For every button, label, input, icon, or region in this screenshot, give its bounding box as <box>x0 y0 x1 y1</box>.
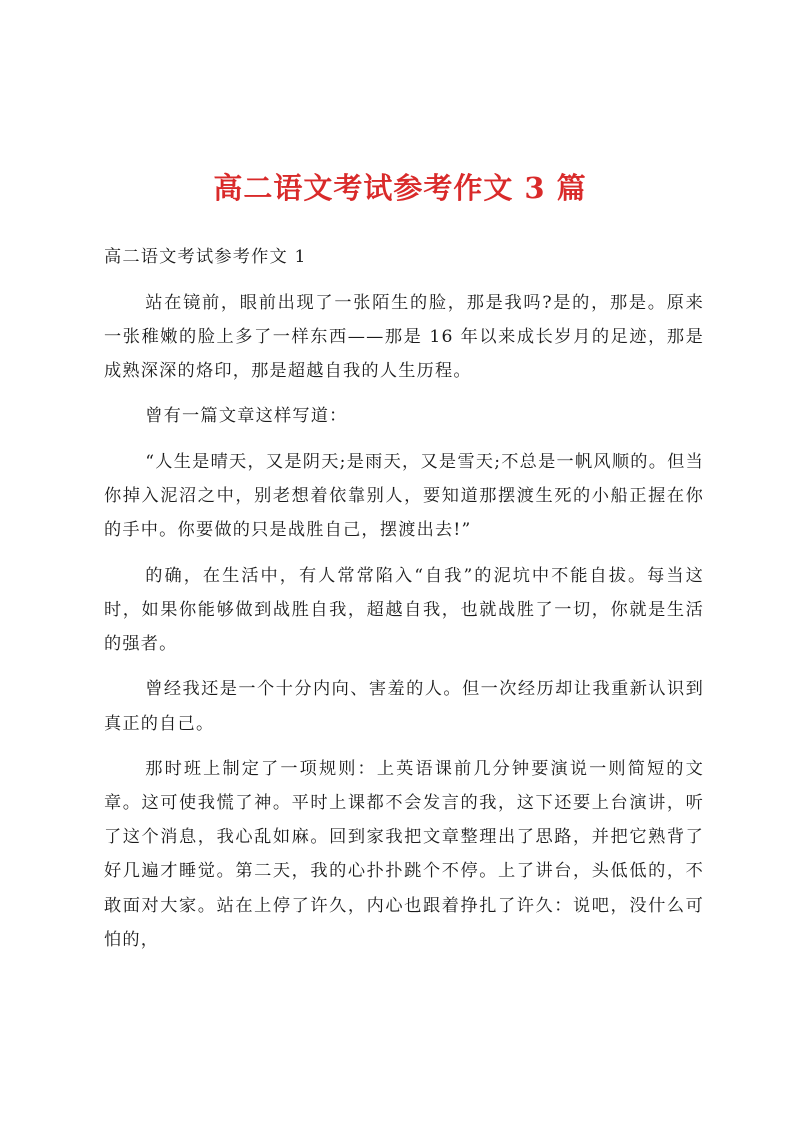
paragraph-6: 那时班上制定了一项规则：上英语课前几分钟要演说一则简短的文章。这可使我慌了神。平时上课都不会发言的我，这下还要上台演讲，听了这个消息，我心乱如麻。回到家我把文章整理出了思路，并把它熟背了好几遍才睡觉。第二天，我的心扑扑跳个不停。上了讲台，头低低的，不敢面对大家。站在上停了许久，内心也跟着挣扎了许久：说吧，没什么可怕的， <box>104 759 704 950</box>
paragraph-3: “人生是晴天，又是阴天;是雨天，又是雪天;不总是一帆风顺的。但当你掉入泥沼之中，别老想着依靠别人，要知道那摆渡生死的小船正握在你的手中。你要做的只是战胜自己，摆渡出去!” <box>104 451 704 541</box>
document-body <box>104 240 704 968</box>
paragraph-2: 曾有一篇文章这样写道： <box>145 406 348 427</box>
paragraph-5: 曾经我还是一个十分内向、害羞的人。但一次经历却让我重新认识到真正的自己。 <box>104 679 704 734</box>
essay-subtitle: 高二语文考试参考作文 1 <box>104 247 307 267</box>
document-title: 高二语文考试参考作文 3 篇 <box>213 171 587 205</box>
paragraph-1: 站在镜前，眼前出现了一张陌生的脸，那是我吗?是的，那是。原来一张稚嫩的脸上多了一样东西——那是 16 年以来成长岁月的足迹，那是成熟深深的烙印，那是超越自我的人生历程。 <box>104 292 704 381</box>
paragraph-4: 的确，在生活中，有人常常陷入“自我”的泥坑中不能自拔。每当这时，如果你能够做到战胜自我，超越自我，也就战胜了一切，你就是生活的强者。 <box>104 565 704 654</box>
